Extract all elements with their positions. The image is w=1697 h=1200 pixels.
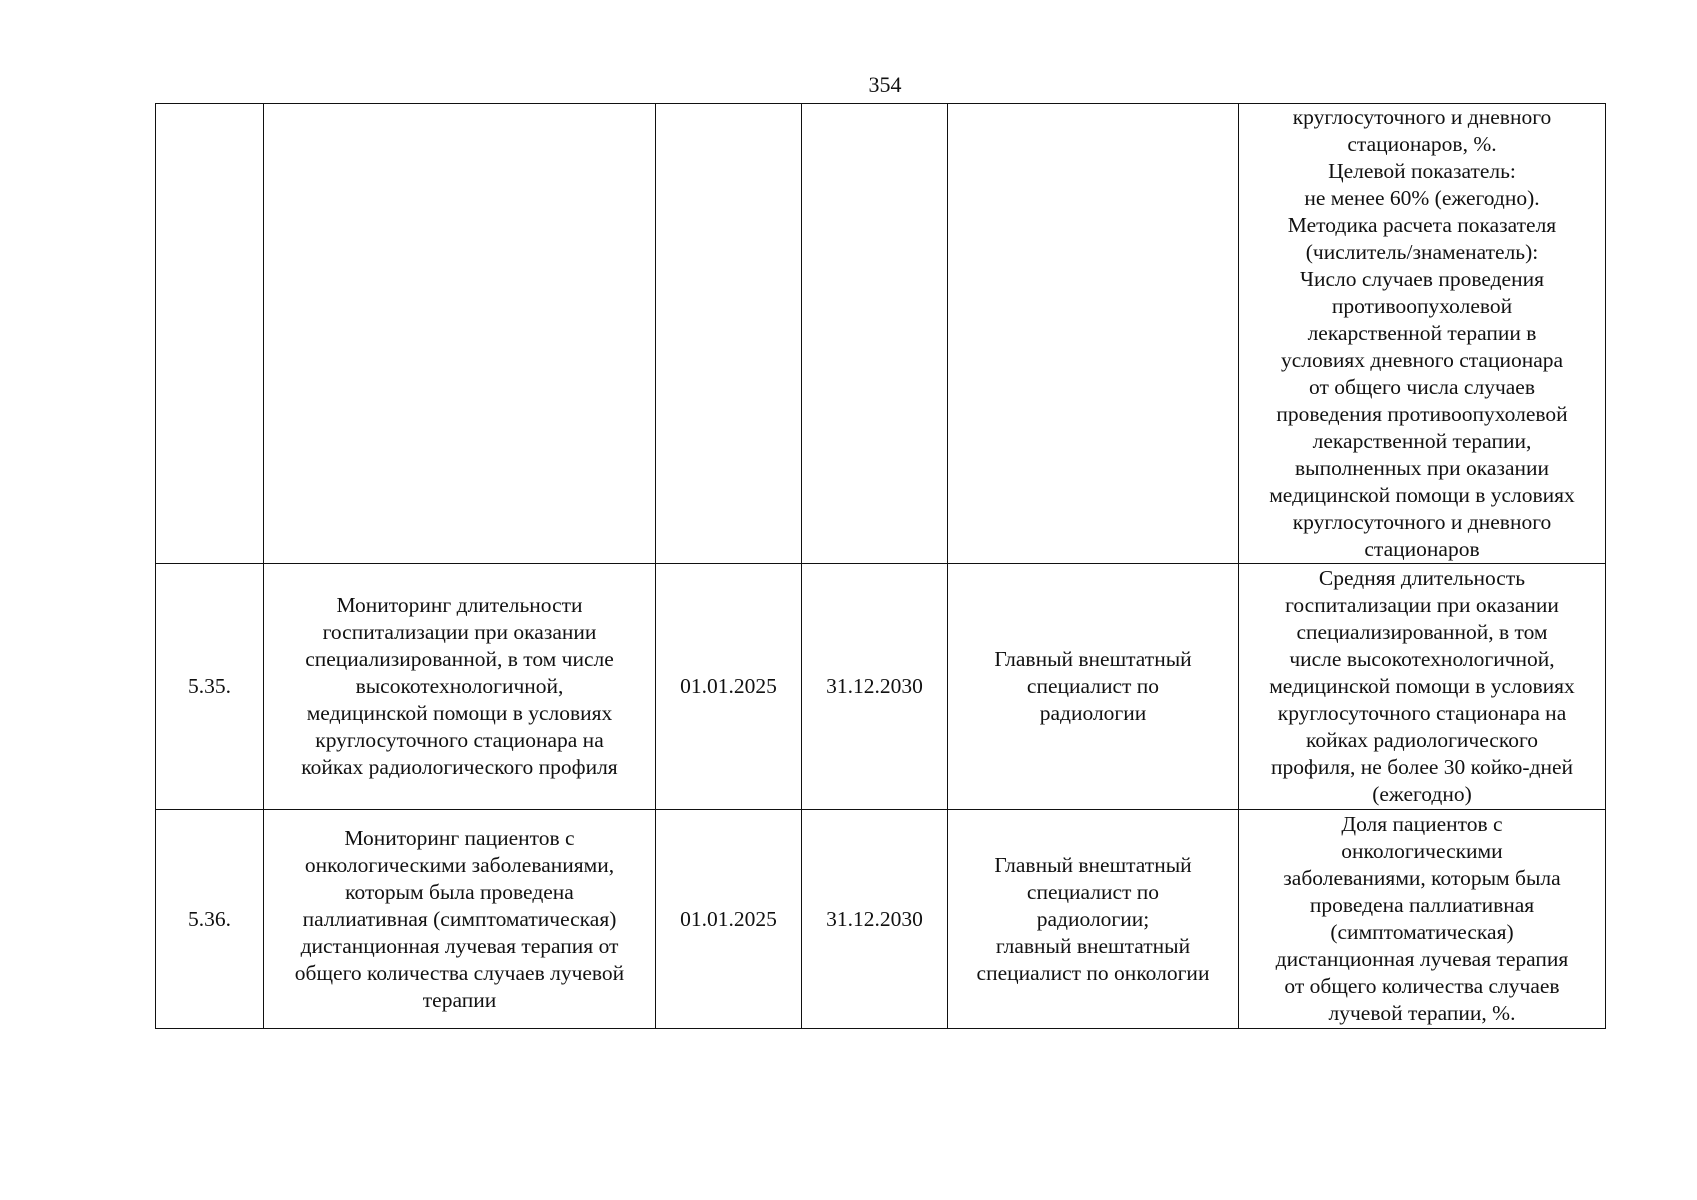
indicator-line: медицинской помощи в условиях bbox=[1269, 483, 1575, 507]
indicator-line: Средняя длительность bbox=[1318, 566, 1526, 590]
indicator-line: круглосуточного и дневного bbox=[1292, 105, 1552, 129]
indicator-line: круглосуточного стационара на bbox=[1277, 701, 1567, 725]
indicator-line: от общего количества случаев bbox=[1284, 974, 1560, 998]
page-number: 354 bbox=[868, 72, 902, 97]
measure-name-line: высокотехнологичной, bbox=[355, 674, 564, 698]
cell-measure-name bbox=[264, 810, 656, 1029]
responsible-line: главный внештатный bbox=[995, 933, 1191, 958]
indicator-line: (числитель/знаменатель): bbox=[1305, 240, 1539, 264]
cell-measure-name bbox=[264, 564, 656, 810]
indicator-line: лучевой терапии, %. bbox=[1328, 1001, 1516, 1025]
indicator-line: от общего числа случаев bbox=[1308, 375, 1535, 399]
cell-indicator bbox=[1239, 810, 1606, 1029]
cell-indicator bbox=[1239, 104, 1606, 564]
responsible-line: специалист по bbox=[1026, 674, 1160, 698]
indicator-line: специализированной, в том bbox=[1296, 620, 1548, 644]
table-row bbox=[156, 564, 1606, 810]
table-row-continued bbox=[156, 104, 1606, 564]
indicator-line: Целевой показатель: bbox=[1328, 159, 1516, 183]
cell-responsible bbox=[948, 810, 1239, 1029]
cell-end-date bbox=[802, 104, 948, 564]
indicator-line: дистанционная лучевая терапия bbox=[1275, 947, 1569, 971]
indicator-line: противоопухолевой bbox=[1331, 294, 1513, 318]
indicator-line: Число случаев проведения bbox=[1300, 267, 1544, 291]
indicator-line: стационаров bbox=[1364, 537, 1480, 561]
measures-table bbox=[155, 103, 1606, 1029]
cell-start-date: 01.01.2025 bbox=[656, 564, 802, 810]
measure-name-line: госпитализации при оказании bbox=[322, 620, 597, 644]
cell-responsible bbox=[948, 564, 1239, 810]
measure-name-line: Мониторинг пациентов с bbox=[344, 825, 575, 850]
measure-name-line: общего количества случаев лучевой bbox=[294, 960, 625, 985]
indicator-line: Доля пациентов с bbox=[1341, 812, 1503, 836]
indicator-line: лекарственной терапии, bbox=[1312, 429, 1532, 453]
cell-start-date bbox=[656, 104, 802, 564]
measure-name-line: паллиативная (симптоматическая) bbox=[302, 906, 617, 931]
indicator-line: профиля, не более 30 койко-дней bbox=[1270, 755, 1574, 779]
cell-number: 5.35. bbox=[156, 564, 264, 810]
indicator-line: медицинской помощи в условиях bbox=[1269, 674, 1575, 698]
indicator-line: заболеваниями, которым была bbox=[1283, 866, 1561, 890]
indicator-line: условиях дневного стационара bbox=[1280, 348, 1564, 372]
indicator-line: лекарственной терапии в bbox=[1307, 321, 1537, 345]
responsible-line: специалист по онкологии bbox=[976, 960, 1210, 985]
cell-start-date: 01.01.2025 bbox=[656, 810, 802, 1029]
cell-end-date: 31.12.2030 bbox=[802, 564, 948, 810]
indicator-line: (симптоматическая) bbox=[1330, 920, 1514, 944]
indicator-line: госпитализации при оказании bbox=[1285, 593, 1559, 617]
indicator-line: выполненных при оказании bbox=[1294, 456, 1550, 480]
measure-name-line: Мониторинг длительности bbox=[336, 593, 583, 617]
responsible-line: радиологии; bbox=[1036, 906, 1150, 931]
measure-name-line: медицинской помощи в условиях bbox=[306, 701, 613, 725]
indicator-line: проведена паллиативная bbox=[1309, 893, 1535, 917]
table-row bbox=[156, 810, 1606, 1029]
cell-responsible bbox=[948, 104, 1239, 564]
measure-name-line: специализированной, в том числе bbox=[305, 647, 614, 671]
responsible-line: специалист по bbox=[1026, 879, 1160, 904]
measure-name-line: круглосуточного стационара на bbox=[315, 728, 604, 752]
indicator-line: круглосуточного и дневного bbox=[1292, 510, 1552, 534]
indicator-line: числе высокотехнологичной, bbox=[1289, 647, 1555, 671]
cell-number bbox=[156, 104, 264, 564]
responsible-line: Главный внештатный bbox=[994, 852, 1192, 877]
indicator-line: Методика расчета показателя bbox=[1287, 213, 1557, 237]
measure-name-line: онкологическими заболеваниями, bbox=[304, 852, 615, 877]
indicator-line: койках радиологического bbox=[1306, 728, 1538, 752]
cell-indicator bbox=[1239, 564, 1606, 810]
indicator-line: онкологическими bbox=[1341, 839, 1503, 863]
measure-name-line: дистанционная лучевая терапия от bbox=[300, 933, 619, 958]
cell-measure-name bbox=[264, 104, 656, 564]
measure-name-line: которым была проведена bbox=[345, 879, 574, 904]
indicator-line: проведения противоопухолевой bbox=[1276, 402, 1568, 426]
measure-name-line: терапии bbox=[422, 987, 497, 1012]
measure-name-line: койках радиологического профиля bbox=[301, 755, 618, 779]
responsible-line: радиологии bbox=[1039, 701, 1147, 725]
indicator-line: не менее 60% (ежегодно). bbox=[1304, 186, 1540, 210]
indicator-line: (ежегодно) bbox=[1372, 782, 1472, 806]
cell-end-date: 31.12.2030 bbox=[802, 810, 948, 1029]
responsible-line: Главный внештатный bbox=[994, 647, 1192, 671]
cell-number: 5.36. bbox=[156, 810, 264, 1029]
indicator-line: стационаров, %. bbox=[1347, 132, 1497, 156]
